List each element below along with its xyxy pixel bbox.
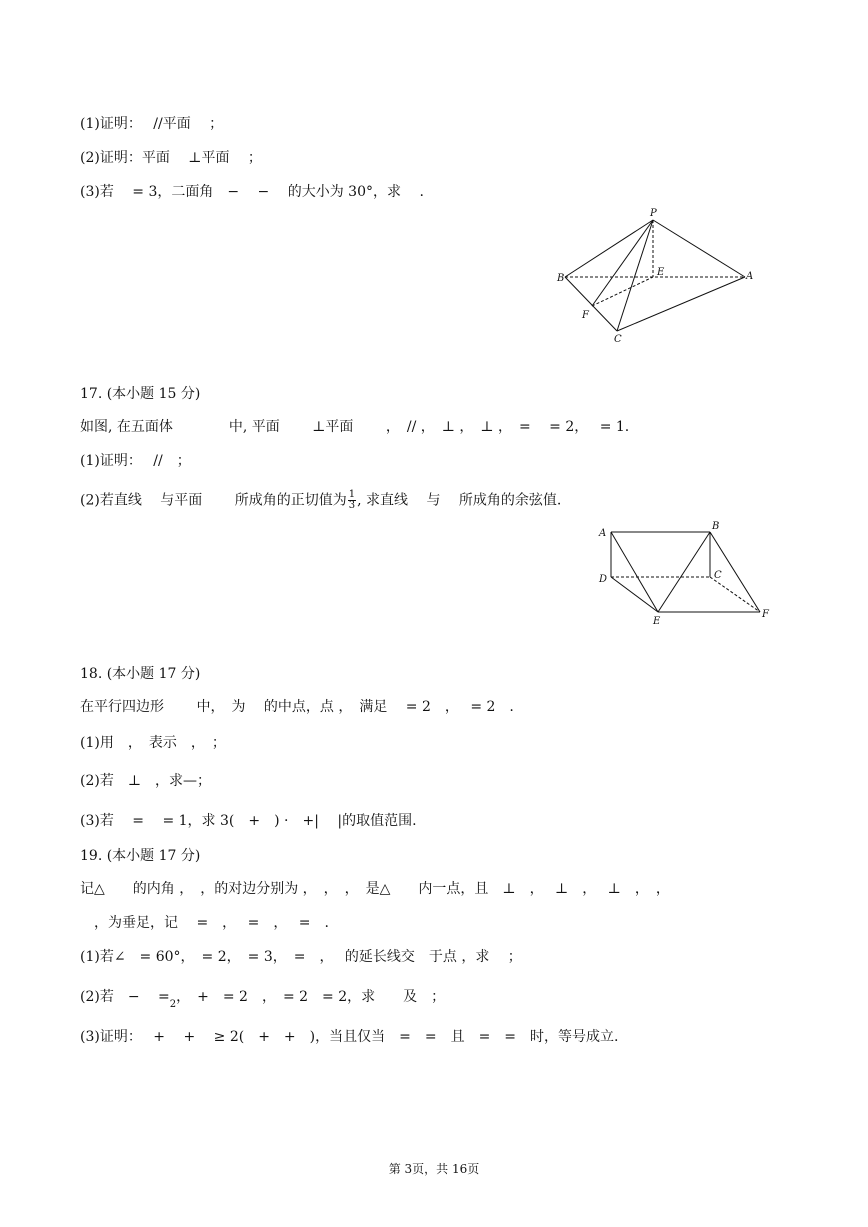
fraction-numerator: 1: [348, 489, 356, 500]
q19-part2: [80, 988, 445, 1014]
q19-header: 19. (本小题 17 分): [80, 848, 201, 864]
q19-intro: 记△ 的内角 ， ，的对边分别为 ， ， ， 是△ 内一点，且 ⊥ ， ⊥ ， ⊥ ， ，: [80, 881, 670, 897]
fig2-label-a: A: [599, 528, 607, 539]
fig1-label-f: F: [582, 310, 589, 321]
fig1-label-p: P: [650, 208, 657, 219]
fig2-label-f: F: [762, 609, 769, 620]
q16-part1: (1)证明： //平面 ；: [80, 116, 224, 132]
fig1-label-c: C: [614, 334, 622, 345]
fig1-label-e: E: [657, 267, 665, 278]
subscript-two: 2: [169, 999, 177, 1010]
q18-part1: (1)用 ， 表示 ， ；: [80, 735, 226, 751]
fig2-label-b: B: [712, 521, 720, 532]
q18-intro: 在平行四边形 中， 为 的中点，点 ， 满足 = 2 ， = 2 .: [80, 699, 514, 715]
fig1-label-b: B: [557, 273, 565, 284]
fraction-denominator: 3: [348, 500, 356, 511]
q18-part2: (2)若 ⊥ ，求—；: [80, 773, 211, 789]
fig2-label-c: C: [714, 570, 722, 581]
q19-part2-text-a: (2)若 − =: [80, 989, 170, 1005]
tangent-fraction: [348, 490, 356, 511]
fig2-label-d: D: [599, 574, 608, 585]
page-number-footer: 第 3页，共 16页: [388, 1162, 480, 1176]
q17-part2: [80, 490, 561, 511]
q17-header: 17. (本小题 15 分): [80, 386, 201, 402]
fig2-label-e: E: [653, 616, 661, 627]
q19-part3: (3)证明： + + ≥ 2( + + )，当且仅当 = = 且 = = 时，等号成立.: [80, 1029, 619, 1045]
q17-part2-text-b: , 求直线 与 所成角的余弦值.: [357, 492, 562, 509]
q19-part1: (1)若∠ = 60°， = 2， = 3， = ， 的延长线交 于点 ，求 ；: [80, 949, 522, 965]
q18-part3: (3)若 = = 1，求 3( + ) · +| |的取值范围.: [80, 813, 417, 829]
q17-part2-text-a: (2)若直线 与平面 所成角的正切值为: [80, 492, 347, 509]
q17-part1: (1)证明： // ；: [80, 453, 191, 469]
q18-header: 18. (本小题 17 分): [80, 666, 201, 682]
q19-intro-cont: ，为垂足，记 = ， = ， = .: [80, 915, 329, 931]
q17-intro: 如图, 在五面体 中, 平面 ⊥平面 ， // ， ⊥ ， ⊥ ， = = 2， = 1.: [80, 419, 630, 435]
q16-part3: (3)若 = 3，二面角 − − 的大小为 30°，求 .: [80, 184, 424, 200]
q19-part2-text-b: ， + = 2 ， = 2 = 2，求 及 ；: [176, 989, 446, 1005]
q16-part2: (2)证明：平面 ⊥平面 ；: [80, 150, 262, 166]
fig1-label-a: A: [746, 271, 754, 282]
